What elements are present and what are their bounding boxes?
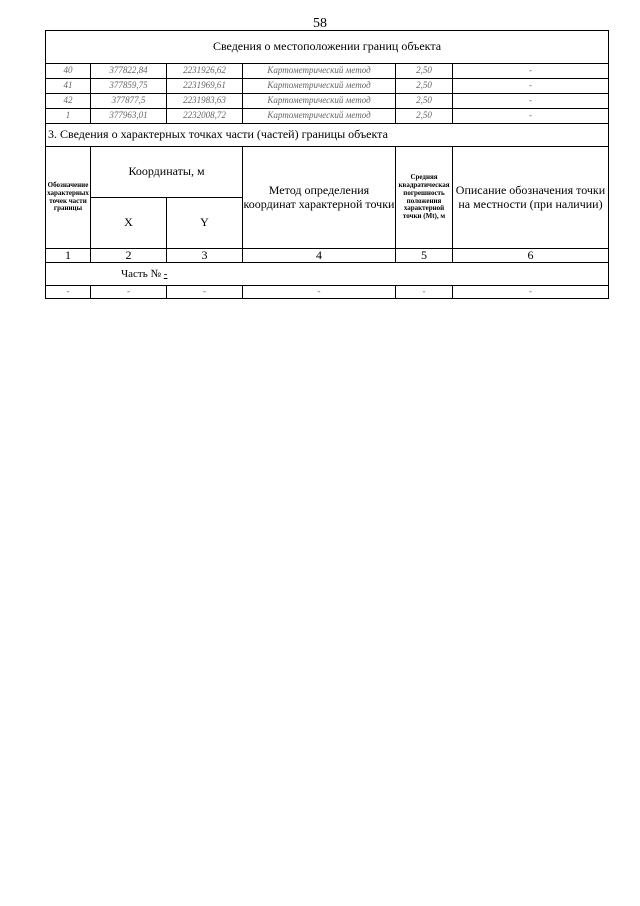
column-number: 6 [453, 249, 609, 263]
y-cell: 2231983,63 [167, 94, 243, 109]
part-label: Часть № [121, 268, 161, 281]
empty-cell: - [243, 286, 396, 299]
column-number: 3 [167, 249, 243, 263]
point-cell: 40 [46, 64, 91, 79]
section-title-row [46, 31, 609, 64]
empty-cell: - [91, 286, 167, 299]
header-row-top [46, 147, 609, 198]
point-cell: 1 [46, 109, 91, 124]
column-number: 2 [91, 249, 167, 263]
page-number: 58 [313, 16, 327, 31]
y-cell: 2232008,72 [167, 109, 243, 124]
accuracy-cell: 2,50 [396, 79, 453, 94]
accuracy-cell: 2,50 [396, 94, 453, 109]
section3-title: 3. Сведения о характерных точках части (частей) границы объекта [46, 124, 609, 147]
x-cell: 377963,01 [91, 109, 167, 124]
description-cell: - [453, 94, 609, 109]
part-cell [46, 263, 609, 286]
x-cell: 377859,75 [91, 79, 167, 94]
column-number: 5 [396, 249, 453, 263]
x-cell: 377822,84 [91, 64, 167, 79]
boundary-table [45, 30, 609, 299]
method-cell: Картометрический метод [243, 109, 396, 124]
y-cell: 2231969,61 [167, 79, 243, 94]
y-cell: 2231926,62 [167, 64, 243, 79]
column-number: 1 [46, 249, 91, 263]
coordinates-header: Координаты, м [91, 147, 243, 198]
description-cell: - [453, 109, 609, 124]
method-cell: Картометрический метод [243, 64, 396, 79]
empty-cell: - [396, 286, 453, 299]
description-header: Описание обозначения точки на местности (при наличии) [453, 147, 609, 249]
point-cell: 41 [46, 79, 91, 94]
accuracy-cell: 2,50 [396, 64, 453, 79]
empty-cell: - [453, 286, 609, 299]
method-cell: Картометрический метод [243, 94, 396, 109]
accuracy-header: Средняя квадратическая погрешность положения характерной точки (Mt), м [396, 147, 453, 249]
part-row [46, 263, 609, 286]
coordinate-row [46, 79, 609, 94]
empty-cell: - [167, 286, 243, 299]
boundary-document [45, 30, 608, 299]
point-cell: 42 [46, 94, 91, 109]
x-header: X [91, 198, 167, 249]
coordinate-row [46, 64, 609, 79]
method-cell: Картометрический метод [243, 79, 396, 94]
x-cell: 377877,5 [91, 94, 167, 109]
description-cell: - [453, 64, 609, 79]
empty-cell: - [46, 286, 91, 299]
point-designation-header: Обозначение характерных точек части границы [46, 147, 91, 249]
description-cell: - [453, 79, 609, 94]
column-number-row [46, 249, 609, 263]
part-value: - [163, 268, 168, 281]
coordinate-row [46, 109, 609, 124]
y-header: Y [167, 198, 243, 249]
column-number: 4 [243, 249, 396, 263]
section-title: Сведения о местоположении границ объекта [46, 31, 609, 64]
coordinate-row [46, 94, 609, 109]
accuracy-cell: 2,50 [396, 109, 453, 124]
method-header: Метод определения координат характерной точки [243, 147, 396, 249]
section3-title-row [46, 124, 609, 147]
empty-row [46, 286, 609, 299]
